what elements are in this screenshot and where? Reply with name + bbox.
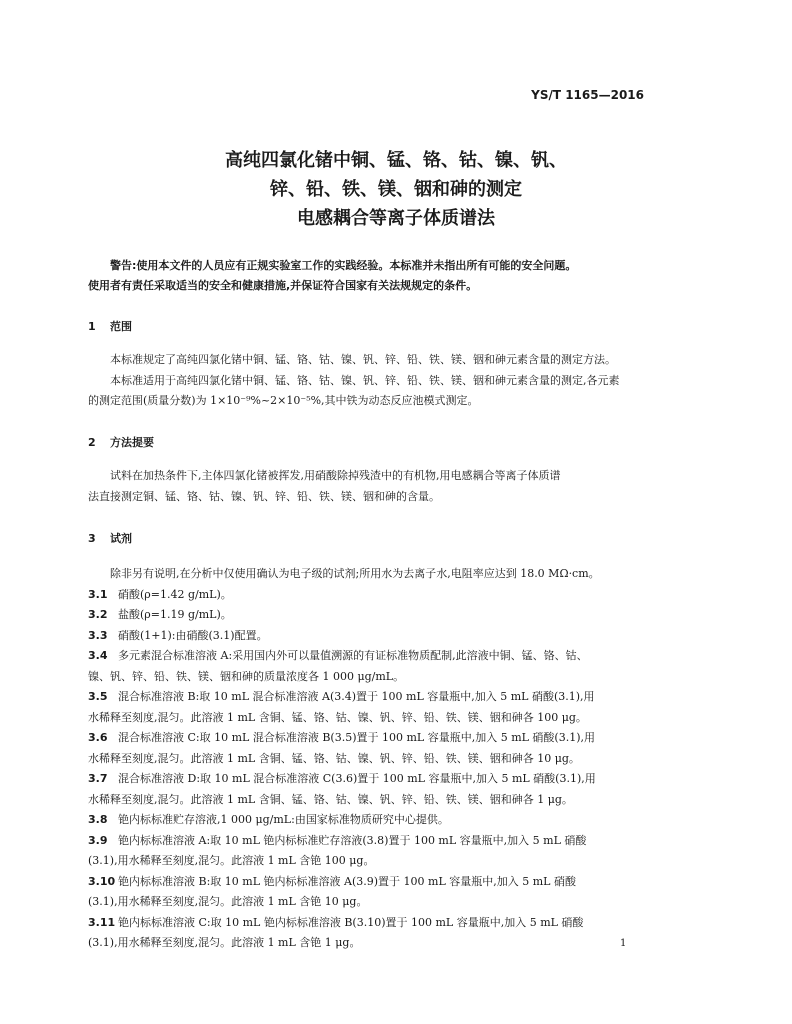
list-item (88, 831, 648, 852)
item-text: 混合标准溶液 D:取 10 mL 混合标准溶液 C(3.6)置于 100 mL 容量瓶中,加入 5 mL 硝酸(3.1),用 (118, 772, 596, 785)
item-number: 3.8 (88, 813, 108, 826)
item-number: 3.7 (88, 772, 108, 785)
paragraph: 法直接测定铜、锰、铬、钴、镍、钒、锌、铅、铁、镁、铟和砷的含量。 (88, 489, 440, 503)
item-number: 3.11 (88, 915, 116, 929)
warning-line-2: 使用者有责任采取适当的安全和健康措施,并保证符合国家有关法规规定的条件。 (88, 279, 478, 292)
item-text: 硝酸(ρ=1.42 g/mL)。 (118, 587, 232, 601)
section-number: 3 (88, 532, 96, 545)
item-number: 3.2 (88, 608, 108, 621)
section-2-heading (88, 434, 154, 450)
item-number: 3.3 (88, 628, 108, 642)
section-1-body (88, 350, 648, 412)
section-title: 范围 (110, 320, 132, 333)
item-text: 多元素混合标准溶液 A:采用国内外可以量值溯源的有证标准物质配制,此溶液中铜、锰、铬、钴、 (118, 649, 588, 662)
title-line-1: 高纯四氯化锗中铜、锰、铬、钴、镍、钒、 (225, 150, 567, 171)
section-number: 1 (88, 320, 96, 333)
list-item (88, 646, 648, 667)
item-text: 铯内标标准溶液 B:取 10 mL 铯内标标准溶液 A(3.9)置于 100 mL 容量瓶中,加入 5 mL 硝酸 (118, 874, 576, 888)
item-number: 3.9 (88, 833, 108, 847)
paragraph: 的测定范围(质量分数)为 1×10⁻⁹%~2×10⁻⁵%,其中铁为动态反应池模式测定。 (88, 394, 479, 407)
list-item-continuation: (3.1),用水稀释至刻度,混匀。此溶液 1 mL 含铯 10 μg。 (88, 895, 368, 908)
section-number: 2 (88, 436, 96, 449)
warning-block (88, 256, 648, 296)
list-item (88, 769, 648, 790)
list-item-continuation: (3.1),用水稀释至刻度,混匀。此溶液 1 mL 含铯 1 μg。 (88, 936, 361, 949)
section-3-body (88, 564, 648, 954)
section-1-heading (88, 318, 132, 334)
list-item (88, 585, 648, 606)
list-item (88, 728, 648, 749)
document-title (0, 146, 792, 233)
item-text: 盐酸(ρ=1.19 g/mL)。 (118, 608, 232, 621)
paragraph: 试料在加热条件下,主体四氯化锗被挥发,用硝酸除掉残渣中的有机物,用电感耦合等离子体质谱 (110, 469, 561, 482)
item-number: 3.1 (88, 587, 108, 601)
item-text: 硝酸(1+1):由硝酸(3.1)配置。 (118, 628, 268, 642)
item-text: 铯内标标准贮存溶液,1 000 μg/mL:由国家标准物质研究中心提供。 (118, 813, 449, 826)
paragraph: 本标准规定了高纯四氯化锗中铜、锰、铬、钴、镍、钒、锌、铅、铁、镁、铟和砷元素含量的测定方法。 (110, 353, 616, 366)
list-item (88, 913, 648, 934)
standard-number: YS/T 1165—2016 (531, 88, 644, 102)
section-title: 试剂 (110, 532, 132, 545)
warning-line-1: 警告:使用本文件的人员应有正规实验室工作的实践经验。本标准并未指出所有可能的安全问题。 (110, 259, 577, 272)
item-number: 3.10 (88, 874, 116, 888)
list-item (88, 810, 648, 831)
paragraph: 本标准适用于高纯四氯化锗中铜、锰、铬、钴、镍、钒、锌、铅、铁、镁、铟和砷元素含量的测定,各元素 (110, 373, 620, 387)
list-item-continuation: 水稀释至刻度,混匀。此溶液 1 mL 含铜、锰、铬、钴、镍、钒、锌、铅、铁、镁、铟和砷各 100 μg。 (88, 710, 587, 724)
list-item-continuation: 水稀释至刻度,混匀。此溶液 1 mL 含铜、锰、铬、钴、镍、钒、锌、铅、铁、镁、铟和砷各 1 μg。 (88, 792, 573, 806)
list-item-continuation: 水稀释至刻度,混匀。此溶液 1 mL 含铜、锰、铬、钴、镍、钒、锌、铅、铁、镁、铟和砷各 10 μg。 (88, 751, 580, 765)
title-line-2: 锌、铅、铁、镁、铟和砷的测定 (270, 179, 522, 200)
section-2-body (88, 466, 648, 507)
list-item (88, 626, 648, 647)
title-line-3: 电感耦合等离子体质谱法 (297, 208, 495, 229)
item-text: 铯内标标准溶液 C:取 10 mL 铯内标标准溶液 B(3.10)置于 100 mL 容量瓶中,加入 5 mL 硝酸 (118, 915, 584, 929)
section-title: 方法提要 (110, 436, 154, 449)
list-item (88, 605, 648, 626)
list-item (88, 872, 648, 893)
list-item-continuation: (3.1),用水稀释至刻度,混匀。此溶液 1 mL 含铯 100 μg。 (88, 854, 375, 867)
list-item (88, 687, 648, 708)
paragraph: 除非另有说明,在分析中仅使用确认为电子级的试剂;所用水为去离子水,电阻率应达到 18.0 MΩ·cm。 (110, 567, 600, 580)
reagent-list (88, 585, 648, 954)
item-number: 3.5 (88, 690, 108, 703)
item-number: 3.4 (88, 649, 108, 662)
item-text: 混合标准溶液 B:取 10 mL 混合标准溶液 A(3.4)置于 100 mL 容量瓶中,加入 5 mL 硝酸(3.1),用 (118, 690, 595, 703)
item-text: 铯内标标准溶液 A:取 10 mL 铯内标标准贮存溶液(3.8)置于 100 mL 容量瓶中,加入 5 mL 硝酸 (118, 833, 587, 847)
item-number: 3.6 (88, 731, 108, 744)
item-text: 混合标准溶液 C:取 10 mL 混合标准溶液 B(3.5)置于 100 mL 容量瓶中,加入 5 mL 硝酸(3.1),用 (118, 731, 596, 744)
section-3-heading (88, 530, 132, 546)
list-item-continuation: 镍、钒、锌、铅、铁、镁、铟和砷的质量浓度各 1 000 μg/mL。 (88, 669, 405, 683)
page-number: 1 (620, 938, 627, 949)
